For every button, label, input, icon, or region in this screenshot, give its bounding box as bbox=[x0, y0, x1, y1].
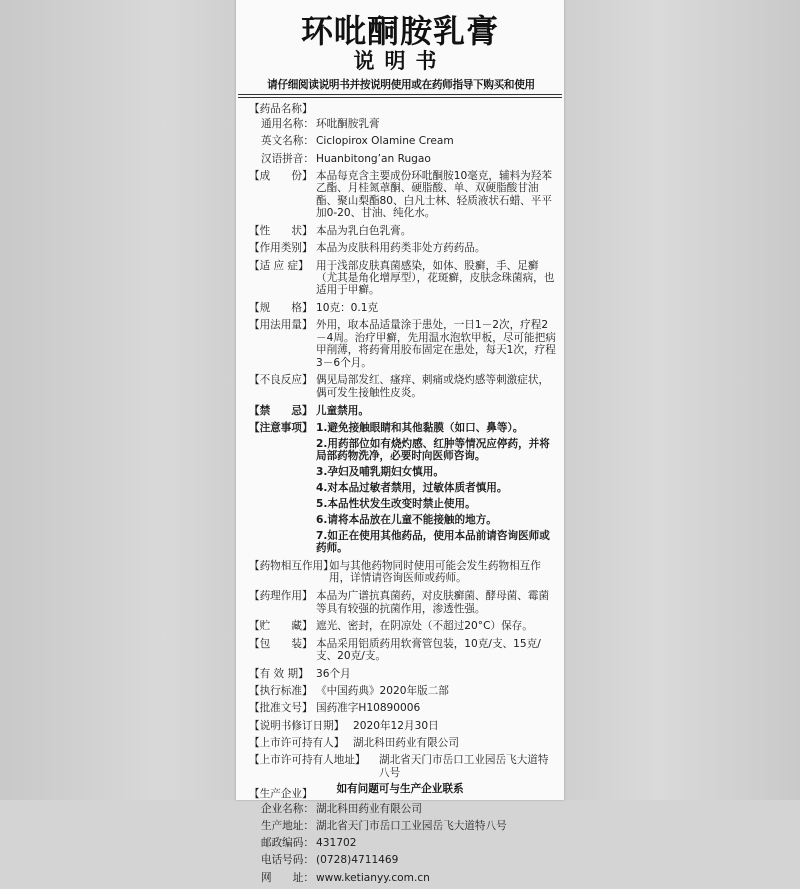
pharmacology-row bbox=[249, 590, 558, 615]
shelf-life-row bbox=[249, 668, 558, 680]
field-value: 36个月 bbox=[316, 667, 351, 680]
field-value: 431702 bbox=[316, 837, 357, 850]
field-label: 企业名称： bbox=[261, 802, 314, 815]
field-label: 【上市许可持有人】 bbox=[249, 737, 345, 750]
phone-row bbox=[249, 854, 558, 866]
list-item: 6.请将本品放在儿童不能接触的地方。 bbox=[316, 513, 497, 526]
field-label: 【药物相互作用】 bbox=[249, 559, 334, 572]
page-subtitle: 说明书 bbox=[353, 48, 447, 73]
divider-line bbox=[238, 97, 562, 98]
field-value: Huanbitong’an Rugao bbox=[316, 152, 431, 165]
specification-row bbox=[249, 302, 558, 314]
field-value: Ciclopirox Olamine Cream bbox=[316, 135, 454, 148]
field-value: 偶见局部发红、瘙痒、刺痛或烧灼感等刺激症状，偶可发生接触性皮炎。 bbox=[316, 374, 550, 399]
field-label: 【注意事项】 bbox=[249, 421, 313, 434]
field-value: 本品每克含主要成份环吡酮胺10毫克，辅料为羟苯乙酯、月桂氮䓬酮、硬脂酸、单、双硬脂酸甘油酯、聚山梨酯80、白凡士林、轻质液状石蜡、平平加0-20、甘油、纯化水。 bbox=[316, 169, 552, 220]
field-label: 【上市许可持有人地址】 bbox=[249, 754, 366, 767]
appearance-row bbox=[249, 225, 558, 237]
interactions-row bbox=[249, 560, 558, 585]
usage-notice: 请仔细阅读说明书并按说明使用或在药师指导下购买和使用 bbox=[267, 79, 535, 91]
field-value: 湖北科田药业有限公司 bbox=[316, 802, 422, 815]
production-address-row bbox=[249, 820, 558, 832]
website-row bbox=[249, 872, 558, 884]
generic-name-row bbox=[249, 118, 558, 130]
field-value: 2020年12月30日 bbox=[353, 719, 439, 732]
field-value: 本品为广谱抗真菌药，对皮肤癣菌、酵母菌、霉菌等具有较强的抗菌作用，渗透性强。 bbox=[316, 590, 550, 615]
dosage-row bbox=[249, 319, 558, 369]
license-holder-address-row bbox=[249, 754, 558, 779]
company-name-row bbox=[249, 803, 558, 815]
field-value: 遮光、密封，在阴凉处（不超过20°C）保存。 bbox=[316, 620, 533, 633]
background-right bbox=[564, 0, 800, 800]
field-value: 国药准字H10890006 bbox=[316, 702, 421, 715]
page-title: 环吡酮胺乳膏 bbox=[300, 12, 499, 50]
field-label: 【药理作用】 bbox=[249, 590, 313, 603]
field-label: 汉语拼音： bbox=[261, 152, 314, 165]
field-value: 用于浅部皮肤真菌感染，如体、股癣，手、足癣（尤其是角化增厚型），花斑癣，皮肤念珠菌病，也适用于甲癣。 bbox=[316, 259, 555, 297]
storage-row bbox=[249, 620, 558, 632]
field-label: 英文名称： bbox=[261, 135, 314, 148]
field-label: 【执行标准】 bbox=[249, 685, 313, 698]
field-label: 【性 状】 bbox=[249, 224, 313, 237]
manufacturer-heading: 【生产企业】 bbox=[249, 787, 313, 800]
contact-footer: 如有问题可与生产企业联系 bbox=[336, 783, 464, 795]
leaflet-content bbox=[249, 100, 558, 889]
field-label: 【贮 藏】 bbox=[249, 620, 313, 633]
field-label: 邮政编码： bbox=[261, 837, 314, 850]
field-label: 通用名称： bbox=[261, 118, 314, 130]
standard-row bbox=[249, 685, 558, 697]
field-value: 本品为乳白色乳膏。 bbox=[316, 224, 412, 237]
field-label: 【成 份】 bbox=[249, 169, 313, 182]
precautions-list bbox=[316, 422, 558, 555]
divider-line bbox=[238, 94, 562, 95]
packaging-row bbox=[249, 638, 558, 663]
field-value: 《中国药典》2020年版二部 bbox=[316, 685, 449, 698]
list-item: 3.孕妇及哺乳期妇女慎用。 bbox=[316, 466, 444, 479]
revision-date-row bbox=[249, 720, 558, 732]
leaflet-sheet bbox=[236, 0, 564, 884]
field-label: 【有 效 期】 bbox=[249, 667, 309, 680]
english-name-row bbox=[249, 135, 558, 147]
field-label: 【包 装】 bbox=[249, 637, 313, 650]
pinyin-name-row bbox=[249, 153, 558, 165]
list-item: 5.本品性状发生改变时禁止使用。 bbox=[316, 497, 476, 510]
drug-name-heading: 【药品名称】 bbox=[249, 103, 313, 115]
field-value: 环吡酮胺乳膏 bbox=[316, 118, 380, 130]
field-label: 【适 应 症】 bbox=[249, 259, 309, 272]
category-row bbox=[249, 242, 558, 254]
license-holder-row bbox=[249, 737, 558, 749]
field-value: 如与其他药物同时使用可能会发生药物相互作用，详情请咨询医师或药师。 bbox=[329, 559, 541, 585]
postal-code-row bbox=[249, 837, 558, 849]
field-value: 本品采用铝质药用软膏管包装，10克/支、15克/支、20克/支。 bbox=[316, 637, 541, 663]
field-value: 湖北科田药业有限公司 bbox=[353, 737, 459, 750]
field-value: 儿童禁用。 bbox=[316, 404, 369, 417]
approval-number-row bbox=[249, 702, 558, 714]
field-label: 【用法用量】 bbox=[249, 319, 313, 332]
field-label: 生产地址： bbox=[261, 819, 314, 832]
list-item: 4.对本品过敏者禁用，过敏体质者慎用。 bbox=[316, 482, 508, 495]
list-item: 7.如正在使用其他药品，使用本品前请咨询医师或药师。 bbox=[316, 529, 550, 555]
field-value: 湖北省天门市岳口工业园岳飞大道特八号 bbox=[379, 754, 549, 779]
precautions-row bbox=[249, 422, 558, 555]
list-item: 2.用药部位如有烧灼感、红肿等情况应停药，并将局部药物洗净，必要时向医师咨询。 bbox=[316, 437, 550, 463]
field-label: 【规 格】 bbox=[249, 302, 313, 315]
ingredients-row bbox=[249, 170, 558, 220]
indications-row bbox=[249, 260, 558, 297]
field-value: www.ketianyy.com.cn bbox=[316, 871, 430, 884]
field-label: 【批准文号】 bbox=[249, 702, 313, 715]
field-label: 【说明书修订日期】 bbox=[249, 719, 345, 732]
field-label: 【作用类别】 bbox=[249, 242, 313, 255]
list-item: 1.避免接触眼睛和其他黏膜（如口、鼻等）。 bbox=[316, 421, 524, 434]
field-label: 电话号码： bbox=[261, 854, 314, 867]
background-left bbox=[0, 0, 236, 800]
field-value: 本品为皮肤科用药类非处方药药品。 bbox=[316, 242, 486, 255]
field-value: (0728)4711469 bbox=[316, 854, 399, 867]
field-value: 湖北省天门市岳口工业园岳飞大道特八号 bbox=[316, 819, 507, 832]
field-value: 10克：0.1克 bbox=[316, 302, 379, 315]
adverse-reactions-row bbox=[249, 374, 558, 399]
field-label: 网 址： bbox=[261, 871, 314, 884]
field-value: 外用，取本品适量涂于患处，一日1－2次，疗程2－4周。治疗甲癣，先用温水泡软甲板，尽可能把病甲削薄，将药膏用胶布固定在患处，每天1次，疗程3－6个月。 bbox=[316, 319, 556, 369]
contraindications-row bbox=[249, 405, 558, 417]
field-label: 【禁 忌】 bbox=[249, 404, 313, 417]
field-label: 【不良反应】 bbox=[249, 374, 313, 387]
